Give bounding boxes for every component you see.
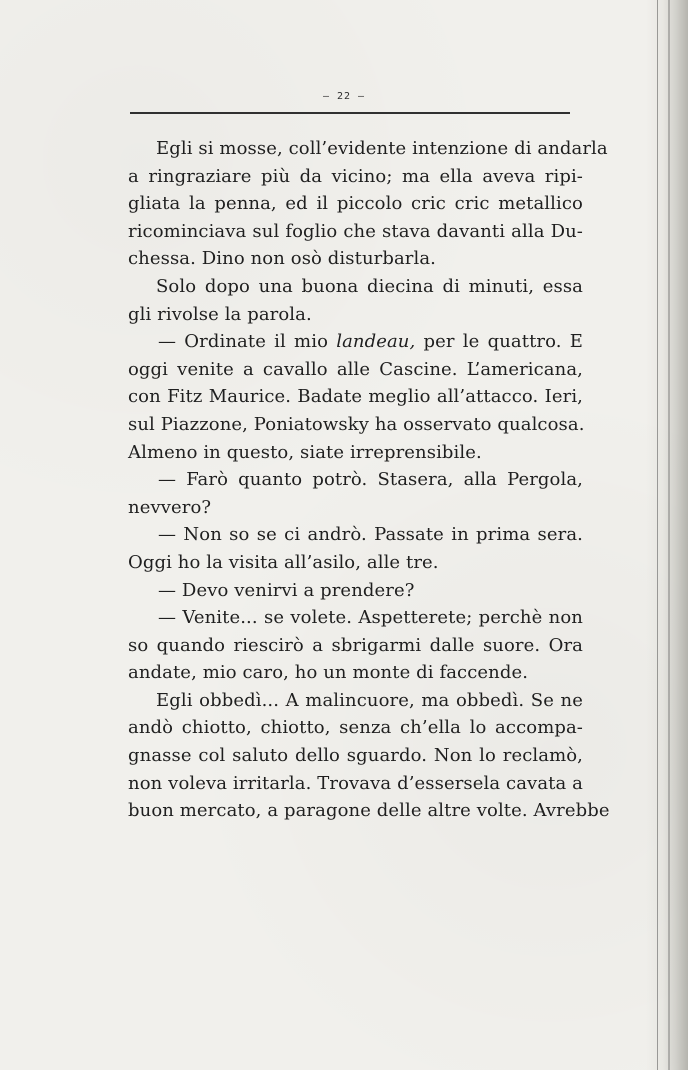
text-line: nevvero? bbox=[128, 496, 212, 518]
dialogue-fragment: — Ordinate il mio bbox=[158, 331, 337, 353]
page-header bbox=[0, 84, 688, 103]
dialogue-fragment: per le quattro. E bbox=[415, 331, 583, 353]
text-line: Egli obbedì... A malincuore, ma obbedì. Se ne bbox=[156, 689, 583, 711]
text-line: Solo dopo una buona diecina di minuti, essa bbox=[156, 275, 583, 297]
text-line: buon mercato, a paragone delle altre volte. Avrebbe bbox=[128, 800, 610, 822]
text-line: andate, mio caro, ho un monte di faccende. bbox=[128, 662, 529, 684]
dialogue-line: — Non so se ci andrò. Passate in prima sera. bbox=[158, 524, 583, 546]
dialogue-line: — Devo venirvi a prendere? bbox=[158, 579, 415, 601]
text-line: andò chiotto, chiotto, senza ch’ella lo accompa- bbox=[128, 717, 583, 739]
text-line: so quando riescirò a sbrigarmi dalle suore. Ora bbox=[128, 634, 583, 656]
text-line: non voleva irritarla. Trovava d’essersela cavata a bbox=[128, 772, 583, 794]
text-line: ricominciava sul foglio che stava davanti alla Du- bbox=[128, 220, 583, 242]
binding-line-secondary bbox=[668, 0, 670, 1070]
binding-line bbox=[657, 0, 658, 1070]
dialogue-line bbox=[128, 328, 583, 356]
text-line: sul Piazzone, Poniatowsky ha osservato qualcosa. bbox=[128, 413, 585, 435]
italic-word: landeau, bbox=[336, 331, 416, 353]
text-line: Egli si mosse, coll’evidente intenzione di andarla bbox=[156, 138, 608, 159]
text-line: a ringraziare più da vicino; ma ella aveva ripi- bbox=[128, 165, 583, 187]
text-line: gliata la penna, ed il piccolo cric cric metallico bbox=[128, 193, 583, 215]
text-line: gli rivolse la parola. bbox=[128, 303, 312, 325]
page-binding-edge bbox=[646, 0, 688, 1070]
page-text bbox=[128, 135, 610, 825]
header-rule bbox=[130, 112, 570, 114]
text-line: Almeno in questo, siate irreprensibile. bbox=[128, 441, 482, 463]
dialogue-line: — Venite... se volete. Aspetterete; perchè non bbox=[158, 607, 583, 629]
page-number: — 22 — bbox=[322, 91, 366, 102]
text-line: chessa. Dino non osò disturbarla. bbox=[128, 248, 437, 270]
text-line: oggi venite a cavallo alle Cascine. L’americana, bbox=[128, 358, 583, 380]
text-line: gnasse col saluto dello sguardo. Non lo reclamò, bbox=[128, 745, 583, 767]
dialogue-line: — Farò quanto potrò. Stasera, alla Pergola, bbox=[158, 469, 583, 491]
text-line: Oggi ho la visita all’asilo, alle tre. bbox=[128, 551, 439, 573]
text-line: con Fitz Maurice. Badate meglio all’attacco. Ieri, bbox=[128, 386, 583, 408]
